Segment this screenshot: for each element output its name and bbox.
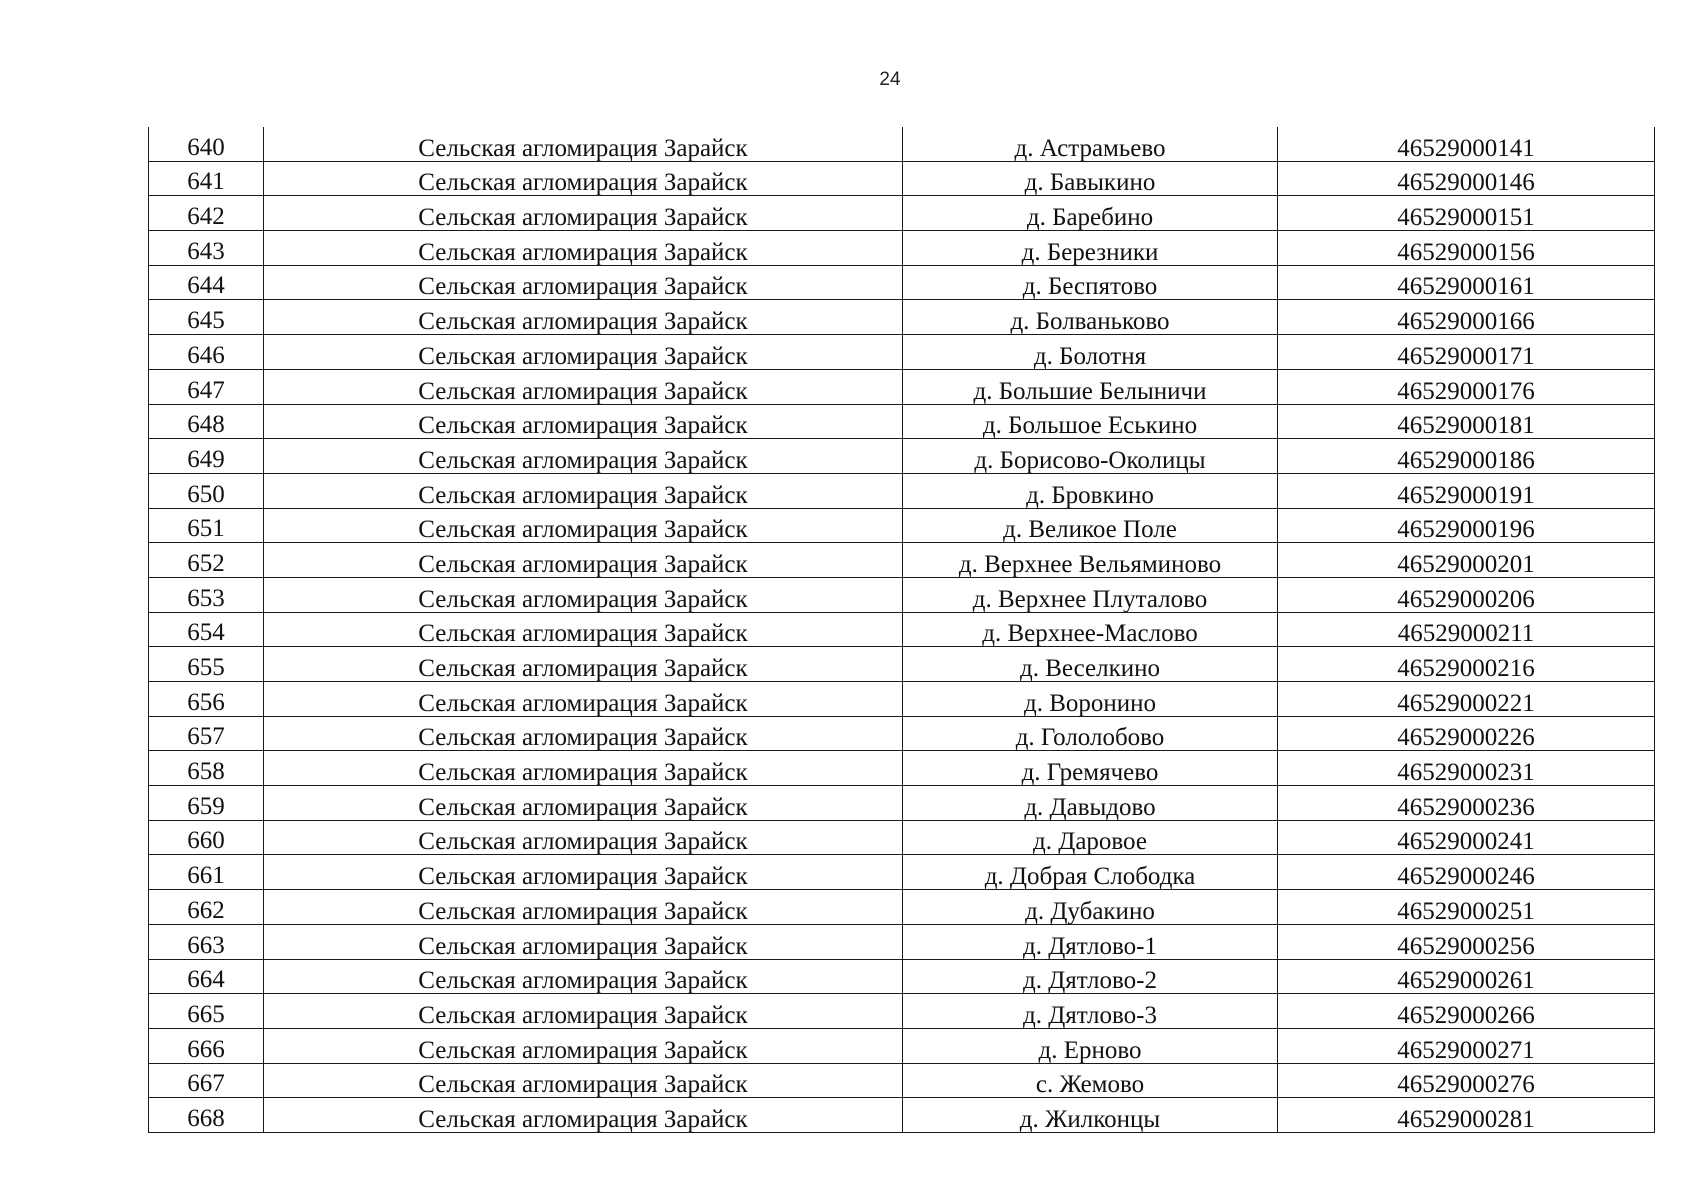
locality-cell: д. Гололобово: [903, 716, 1278, 751]
settlements-table: [148, 127, 1655, 1133]
oktmo-code-cell: 46529000246: [1278, 855, 1655, 890]
row-number-cell: 645: [149, 300, 264, 335]
row-number-cell: 657: [149, 716, 264, 751]
agglomeration-cell: Сельская агломирация Зарайск: [264, 543, 903, 578]
oktmo-code-cell: 46529000186: [1278, 439, 1655, 474]
agglomeration-cell: Сельская агломирация Зарайск: [264, 1028, 903, 1063]
locality-cell: с. Жемово: [903, 1063, 1278, 1098]
locality-cell: д. Болотня: [903, 335, 1278, 370]
table-row: [149, 994, 1655, 1029]
table-row: [149, 647, 1655, 682]
agglomeration-cell: Сельская агломирация Зарайск: [264, 647, 903, 682]
table-row: [149, 161, 1655, 196]
table-row: [149, 265, 1655, 300]
table-row: [149, 473, 1655, 508]
oktmo-code-cell: 46529000206: [1278, 577, 1655, 612]
locality-cell: д. Бавыкино: [903, 161, 1278, 196]
table-row: [149, 404, 1655, 439]
locality-cell: д. Ерново: [903, 1028, 1278, 1063]
settlements-table-body: [149, 127, 1655, 1132]
table-row: [149, 231, 1655, 266]
locality-cell: д. Дятлово-2: [903, 959, 1278, 994]
locality-cell: д. Добрая Слободка: [903, 855, 1278, 890]
agglomeration-cell: Сельская агломирация Зарайск: [264, 682, 903, 717]
agglomeration-cell: Сельская агломирация Зарайск: [264, 265, 903, 300]
locality-cell: д. Бровкино: [903, 473, 1278, 508]
oktmo-code-cell: 46529000281: [1278, 1098, 1655, 1133]
oktmo-code-cell: 46529000241: [1278, 820, 1655, 855]
agglomeration-cell: Сельская агломирация Зарайск: [264, 786, 903, 821]
locality-cell: д. Дубакино: [903, 890, 1278, 925]
row-number-cell: 642: [149, 196, 264, 231]
oktmo-code-cell: 46529000171: [1278, 335, 1655, 370]
locality-cell: д. Беспятово: [903, 265, 1278, 300]
table-row: [149, 820, 1655, 855]
oktmo-code-cell: 46529000226: [1278, 716, 1655, 751]
row-number-cell: 658: [149, 751, 264, 786]
agglomeration-cell: Сельская агломирация Зарайск: [264, 751, 903, 786]
locality-cell: д. Дятлово-1: [903, 924, 1278, 959]
oktmo-code-cell: 46529000231: [1278, 751, 1655, 786]
locality-cell: д. Верхнее Вельяминово: [903, 543, 1278, 578]
row-number-cell: 661: [149, 855, 264, 890]
locality-cell: д. Воронино: [903, 682, 1278, 717]
locality-cell: д. Жилконцы: [903, 1098, 1278, 1133]
locality-cell: д. Верхнее Плуталово: [903, 577, 1278, 612]
table-row: [149, 300, 1655, 335]
locality-cell: д. Баребино: [903, 196, 1278, 231]
locality-cell: д. Большое Еськино: [903, 404, 1278, 439]
oktmo-code-cell: 46529000256: [1278, 924, 1655, 959]
table-row: [149, 1028, 1655, 1063]
row-number-cell: 640: [149, 127, 264, 161]
oktmo-code-cell: 46529000236: [1278, 786, 1655, 821]
table-row: [149, 439, 1655, 474]
agglomeration-cell: Сельская агломирация Зарайск: [264, 716, 903, 751]
table-row: [149, 577, 1655, 612]
oktmo-code-cell: 46529000266: [1278, 994, 1655, 1029]
row-number-cell: 655: [149, 647, 264, 682]
locality-cell: д. Даровое: [903, 820, 1278, 855]
oktmo-code-cell: 46529000166: [1278, 300, 1655, 335]
row-number-cell: 660: [149, 820, 264, 855]
locality-cell: д. Большие Белыничи: [903, 369, 1278, 404]
agglomeration-cell: Сельская агломирация Зарайск: [264, 161, 903, 196]
oktmo-code-cell: 46529000251: [1278, 890, 1655, 925]
row-number-cell: 644: [149, 265, 264, 300]
row-number-cell: 652: [149, 543, 264, 578]
agglomeration-cell: Сельская агломирация Зарайск: [264, 127, 903, 161]
row-number-cell: 668: [149, 1098, 264, 1133]
oktmo-code-cell: 46529000151: [1278, 196, 1655, 231]
agglomeration-cell: Сельская агломирация Зарайск: [264, 369, 903, 404]
row-number-cell: 666: [149, 1028, 264, 1063]
oktmo-code-cell: 46529000156: [1278, 231, 1655, 266]
table-row: [149, 369, 1655, 404]
table-row: [149, 786, 1655, 821]
table-row: [149, 508, 1655, 543]
row-number-cell: 650: [149, 473, 264, 508]
agglomeration-cell: Сельская агломирация Зарайск: [264, 196, 903, 231]
row-number-cell: 654: [149, 612, 264, 647]
agglomeration-cell: Сельская агломирация Зарайск: [264, 612, 903, 647]
oktmo-code-cell: 46529000216: [1278, 647, 1655, 682]
agglomeration-cell: Сельская агломирация Зарайск: [264, 300, 903, 335]
locality-cell: д. Дятлово-3: [903, 994, 1278, 1029]
agglomeration-cell: Сельская агломирация Зарайск: [264, 473, 903, 508]
oktmo-code-cell: 46529000271: [1278, 1028, 1655, 1063]
row-number-cell: 641: [149, 161, 264, 196]
row-number-cell: 648: [149, 404, 264, 439]
table-row: [149, 612, 1655, 647]
locality-cell: д. Веселкино: [903, 647, 1278, 682]
table-row: [149, 543, 1655, 578]
table-row: [149, 335, 1655, 370]
agglomeration-cell: Сельская агломирация Зарайск: [264, 508, 903, 543]
row-number-cell: 665: [149, 994, 264, 1029]
agglomeration-cell: Сельская агломирация Зарайск: [264, 1098, 903, 1133]
table-row: [149, 196, 1655, 231]
oktmo-code-cell: 46529000191: [1278, 473, 1655, 508]
agglomeration-cell: Сельская агломирация Зарайск: [264, 1063, 903, 1098]
row-number-cell: 664: [149, 959, 264, 994]
agglomeration-cell: Сельская агломирация Зарайск: [264, 924, 903, 959]
row-number-cell: 662: [149, 890, 264, 925]
agglomeration-cell: Сельская агломирация Зарайск: [264, 577, 903, 612]
agglomeration-cell: Сельская агломирация Зарайск: [264, 855, 903, 890]
agglomeration-cell: Сельская агломирация Зарайск: [264, 404, 903, 439]
table-row: [149, 924, 1655, 959]
agglomeration-cell: Сельская агломирация Зарайск: [264, 820, 903, 855]
agglomeration-cell: Сельская агломирация Зарайск: [264, 439, 903, 474]
table-row: [149, 890, 1655, 925]
locality-cell: д. Болваньково: [903, 300, 1278, 335]
locality-cell: д. Великое Поле: [903, 508, 1278, 543]
locality-cell: д. Давыдово: [903, 786, 1278, 821]
table-row: [149, 716, 1655, 751]
oktmo-code-cell: 46529000196: [1278, 508, 1655, 543]
oktmo-code-cell: 46529000261: [1278, 959, 1655, 994]
row-number-cell: 667: [149, 1063, 264, 1098]
page-number: 24: [879, 69, 901, 90]
row-number-cell: 656: [149, 682, 264, 717]
agglomeration-cell: Сельская агломирация Зарайск: [264, 231, 903, 266]
locality-cell: д. Астрамьево: [903, 127, 1278, 161]
locality-cell: д. Березники: [903, 231, 1278, 266]
table-row: [149, 1098, 1655, 1133]
row-number-cell: 663: [149, 924, 264, 959]
agglomeration-cell: Сельская агломирация Зарайск: [264, 890, 903, 925]
row-number-cell: 651: [149, 508, 264, 543]
table-row: [149, 1063, 1655, 1098]
oktmo-code-cell: 46529000141: [1278, 127, 1655, 161]
locality-cell: д. Гремячево: [903, 751, 1278, 786]
row-number-cell: 643: [149, 231, 264, 266]
row-number-cell: 646: [149, 335, 264, 370]
oktmo-code-cell: 46529000181: [1278, 404, 1655, 439]
oktmo-code-cell: 46529000161: [1278, 265, 1655, 300]
agglomeration-cell: Сельская агломирация Зарайск: [264, 994, 903, 1029]
row-number-cell: 659: [149, 786, 264, 821]
oktmo-code-cell: 46529000221: [1278, 682, 1655, 717]
table-row: [149, 855, 1655, 890]
agglomeration-cell: Сельская агломирация Зарайск: [264, 335, 903, 370]
oktmo-code-cell: 46529000211: [1278, 612, 1655, 647]
oktmo-code-cell: 46529000201: [1278, 543, 1655, 578]
row-number-cell: 653: [149, 577, 264, 612]
row-number-cell: 649: [149, 439, 264, 474]
table-row: [149, 751, 1655, 786]
table-row: [149, 127, 1655, 161]
oktmo-code-cell: 46529000176: [1278, 369, 1655, 404]
oktmo-code-cell: 46529000276: [1278, 1063, 1655, 1098]
locality-cell: д. Борисово-Околицы: [903, 439, 1278, 474]
table-row: [149, 959, 1655, 994]
row-number-cell: 647: [149, 369, 264, 404]
oktmo-code-cell: 46529000146: [1278, 161, 1655, 196]
locality-cell: д. Верхнее-Маслово: [903, 612, 1278, 647]
agglomeration-cell: Сельская агломирация Зарайск: [264, 959, 903, 994]
table-row: [149, 682, 1655, 717]
